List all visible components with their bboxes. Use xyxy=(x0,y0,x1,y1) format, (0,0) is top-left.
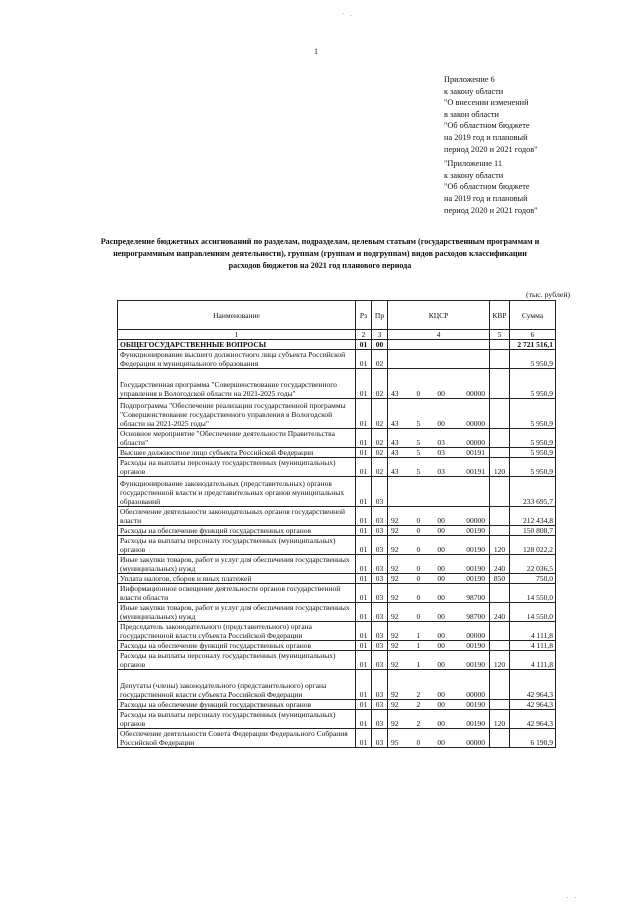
appendix-line: "Приложение 11 xyxy=(444,159,502,169)
kcsr-program: 43 xyxy=(391,467,399,476)
kcsr-event: 00 xyxy=(437,526,445,535)
kcsr-subprogram: 0 xyxy=(416,593,421,602)
column-numbers-row xyxy=(118,330,556,340)
cell-sum: 233 695,7 xyxy=(510,477,556,507)
cell-rz: 01 xyxy=(356,477,372,507)
kcsr-program: 92 xyxy=(391,700,399,709)
cell-kcsr xyxy=(388,584,490,603)
cell-rz: 01 xyxy=(356,507,372,526)
cell-kcsr xyxy=(388,369,490,399)
cell-kcsr xyxy=(388,710,490,729)
kcsr-program: 43 xyxy=(391,438,399,447)
kcsr-subprogram: 1 xyxy=(416,631,421,640)
table-row xyxy=(118,651,556,670)
appendix-line: период 2020 и 2021 годов" xyxy=(444,144,538,154)
cell-rz: 01 xyxy=(356,350,372,369)
kcsr-program: 43 xyxy=(391,419,399,428)
kcsr-event: 00 xyxy=(437,719,445,728)
cell-name: Председатель законодательного (представительного) органа государственной власти субъекта Российской Федерации xyxy=(118,622,356,641)
cell-kvr xyxy=(490,429,510,448)
table-row xyxy=(118,448,556,458)
cell-rz: 01 xyxy=(356,603,372,622)
cell-sum: 4 111,8 xyxy=(510,651,556,670)
cell-kcsr xyxy=(388,526,490,536)
cell-name: Высшее должностное лицо субъекта Российской Федерации xyxy=(118,448,356,458)
table-row xyxy=(118,670,556,700)
cell-sum: 5 950,9 xyxy=(510,429,556,448)
cell-name: Подпрограмма "Обеспечение реализации государственной программы "Совершенствование государственного управления в Вологодской области на 2021-2025 годы" xyxy=(118,399,356,429)
appendix-line: к закону области xyxy=(444,170,504,180)
table-row xyxy=(118,429,556,448)
cell-kcsr xyxy=(388,448,490,458)
kcsr-direction: 00000 xyxy=(466,738,485,747)
cell-sum: 5 950,9 xyxy=(510,350,556,369)
cell-pr: 03 xyxy=(372,507,388,526)
cell-kcsr xyxy=(388,670,490,700)
table-row xyxy=(118,340,556,350)
kcsr-program: 92 xyxy=(391,690,399,699)
kcsr-program: 92 xyxy=(391,516,399,525)
cell-name: Расходы на выплаты персоналу государственных (муниципальных) органов xyxy=(118,536,356,555)
kcsr-program: 92 xyxy=(391,526,399,535)
appendix-line: Приложение 6 xyxy=(444,75,495,84)
page-number: 1 xyxy=(314,47,318,56)
table-row xyxy=(118,507,556,526)
kcsr-subprogram: 2 xyxy=(416,719,421,728)
cell-pr: 03 xyxy=(372,555,388,574)
cell-name: Расходы на выплаты персоналу государственных (муниципальных) органов xyxy=(118,458,356,477)
cell-name: Обеспечение деятельности законодательных органов государственной власти xyxy=(118,507,356,526)
cell-rz: 01 xyxy=(356,700,372,710)
cell-kvr xyxy=(490,369,510,399)
table-row xyxy=(118,622,556,641)
colnum-sum: 6 xyxy=(510,330,556,340)
cell-name: Обеспечение деятельности Совета Федерации Федерального Собрания Российской Федерации xyxy=(118,729,356,748)
cell-rz: 01 xyxy=(356,399,372,429)
table-row xyxy=(118,458,556,477)
appendix-line: на 2019 год и плановый xyxy=(444,193,528,203)
cell-name: Государственная программа "Совершенствование государственного управления в Вологодской области на 2021-2025 годы" xyxy=(118,369,356,399)
table-row xyxy=(118,526,556,536)
cell-pr: 03 xyxy=(372,670,388,700)
table-row xyxy=(118,603,556,622)
kcsr-direction: 00191 xyxy=(466,467,485,476)
cell-rz: 01 xyxy=(356,729,372,748)
colnum-kvr: 5 xyxy=(490,330,510,340)
cell-sum: 4 111,8 xyxy=(510,622,556,641)
cell-pr: 03 xyxy=(372,641,388,651)
kcsr-subprogram: 0 xyxy=(416,389,421,398)
kcsr-direction: 00000 xyxy=(466,516,485,525)
cell-pr: 03 xyxy=(372,584,388,603)
kcsr-subprogram: 0 xyxy=(416,516,421,525)
cell-pr: 00 xyxy=(372,340,388,350)
kcsr-program: 92 xyxy=(391,574,399,583)
kcsr-direction: 00190 xyxy=(466,526,485,535)
kcsr-event: 00 xyxy=(437,631,445,640)
cell-sum: 5 950,9 xyxy=(510,399,556,429)
cell-pr: 02 xyxy=(372,350,388,369)
cell-rz: 01 xyxy=(356,584,372,603)
kcsr-subprogram: 0 xyxy=(416,526,421,535)
cell-kcsr xyxy=(388,641,490,651)
cell-name: Расходы на обеспечение функций государственных органов xyxy=(118,700,356,710)
kcsr-program: 43 xyxy=(391,448,399,457)
kcsr-direction: 00190 xyxy=(466,641,485,650)
cell-rz: 01 xyxy=(356,710,372,729)
appendix-line: "Об областном бюджете xyxy=(444,182,530,192)
cell-kcsr xyxy=(388,477,490,507)
kcsr-event: 00 xyxy=(437,700,445,709)
cell-sum: 5 950,9 xyxy=(510,458,556,477)
kcsr-program: 92 xyxy=(391,564,399,573)
cell-name: Расходы на выплаты персоналу государственных (муниципальных) органов xyxy=(118,710,356,729)
kcsr-subprogram: 2 xyxy=(416,690,421,699)
cell-sum: 150 808,7 xyxy=(510,526,556,536)
cell-sum: 14 550,0 xyxy=(510,603,556,622)
cell-pr: 02 xyxy=(372,429,388,448)
table-row xyxy=(118,700,556,710)
kcsr-event: 00 xyxy=(437,545,445,554)
cell-kcsr xyxy=(388,555,490,574)
table-row xyxy=(118,710,556,729)
cell-rz: 01 xyxy=(356,429,372,448)
cell-rz: 01 xyxy=(356,641,372,651)
cell-pr: 03 xyxy=(372,526,388,536)
cell-name: Иные закупки товаров, работ и услуг для обеспечения государственных (муниципальных) нужд xyxy=(118,603,356,622)
cell-kcsr xyxy=(388,340,490,350)
cell-name: Основное мероприятие "Обеспечение деятельности Правительства области" xyxy=(118,429,356,448)
table-row xyxy=(118,584,556,603)
kcsr-event: 00 xyxy=(437,738,445,747)
cell-name: Иные закупки товаров, работ и услуг для обеспечения государственных (муниципальных) нужд xyxy=(118,555,356,574)
kcsr-subprogram: 1 xyxy=(416,641,421,650)
kcsr-subprogram: 2 xyxy=(416,700,421,709)
appendix-line: в закон области xyxy=(444,109,499,119)
cell-sum: 14 550,0 xyxy=(510,584,556,603)
cell-pr: 03 xyxy=(372,536,388,555)
cell-kcsr xyxy=(388,651,490,670)
table-row xyxy=(118,536,556,555)
cell-rz: 01 xyxy=(356,651,372,670)
budget-table xyxy=(117,300,556,748)
kcsr-subprogram: 0 xyxy=(416,612,421,621)
kcsr-event: 00 xyxy=(437,516,445,525)
units-label: (тыс. рублей) xyxy=(526,290,571,299)
header-rz: Рз xyxy=(356,301,372,330)
cell-kvr xyxy=(490,641,510,651)
cell-kcsr xyxy=(388,603,490,622)
cell-kcsr xyxy=(388,429,490,448)
cell-kvr: 120 xyxy=(490,536,510,555)
cell-kvr xyxy=(490,526,510,536)
cell-rz: 01 xyxy=(356,622,372,641)
kcsr-event: 00 xyxy=(437,389,445,398)
cell-kvr xyxy=(490,670,510,700)
appendix-line: "Об областном бюджете xyxy=(444,121,530,131)
cell-kcsr xyxy=(388,507,490,526)
kcsr-subprogram: 1 xyxy=(416,660,421,669)
kcsr-subprogram: 5 xyxy=(416,438,421,447)
header-sum: Сумма xyxy=(510,301,556,330)
kcsr-event: 00 xyxy=(437,574,445,583)
cell-pr: 03 xyxy=(372,603,388,622)
kcsr-event: 03 xyxy=(437,438,445,447)
colnum-rz: 2 xyxy=(356,330,372,340)
kcsr-subprogram: 0 xyxy=(416,564,421,573)
kcsr-program: 92 xyxy=(391,641,399,650)
kcsr-direction: 00190 xyxy=(466,574,485,583)
kcsr-direction: 98700 xyxy=(466,612,485,621)
appendix-line: на 2019 год и плановый xyxy=(444,132,528,142)
cell-kcsr xyxy=(388,574,490,584)
cell-name: Функционирование законодательных (представительных) органов государственной власти и представительных органов муниципальных образований xyxy=(118,477,356,507)
cell-kvr xyxy=(490,584,510,603)
cell-rz: 01 xyxy=(356,670,372,700)
kcsr-direction: 98700 xyxy=(466,593,485,602)
table-row xyxy=(118,350,556,369)
cell-rz: 01 xyxy=(356,458,372,477)
cell-kvr xyxy=(490,340,510,350)
cell-kcsr xyxy=(388,729,490,748)
kcsr-event: 00 xyxy=(437,419,445,428)
cell-kcsr xyxy=(388,399,490,429)
cell-name: Функционирование высшего должностного лица субъекта Российской Федерации и муниципального образования xyxy=(118,350,356,369)
kcsr-direction: 00000 xyxy=(466,631,485,640)
cell-kvr: 850 xyxy=(490,574,510,584)
kcsr-program: 43 xyxy=(391,389,399,398)
table-row xyxy=(118,574,556,584)
cell-rz: 01 xyxy=(356,526,372,536)
kcsr-event: 00 xyxy=(437,612,445,621)
cell-kcsr xyxy=(388,622,490,641)
table-row xyxy=(118,399,556,429)
kcsr-direction: 00190 xyxy=(466,660,485,669)
cell-kvr: 240 xyxy=(490,603,510,622)
kcsr-subprogram: 5 xyxy=(416,419,421,428)
cell-kvr xyxy=(490,448,510,458)
kcsr-event: 00 xyxy=(437,641,445,650)
cell-rz: 01 xyxy=(356,369,372,399)
kcsr-direction: 00000 xyxy=(466,690,485,699)
scan-marks-bottom: · · xyxy=(566,894,579,902)
scan-marks-top: · . xyxy=(342,10,354,18)
kcsr-program: 92 xyxy=(391,631,399,640)
header-kvr: КВР xyxy=(490,301,510,330)
kcsr-program: 92 xyxy=(391,593,399,602)
header-name: Наименование xyxy=(118,301,356,330)
cell-kcsr xyxy=(388,700,490,710)
kcsr-direction: 00000 xyxy=(466,419,485,428)
cell-name: Расходы на обеспечение функций государственных органов xyxy=(118,641,356,651)
kcsr-event: 03 xyxy=(437,467,445,476)
cell-sum: 5 950,9 xyxy=(510,448,556,458)
kcsr-direction: 00191 xyxy=(466,448,485,457)
kcsr-program: 92 xyxy=(391,612,399,621)
kcsr-direction: 00190 xyxy=(466,545,485,554)
cell-kvr xyxy=(490,507,510,526)
cell-sum: 212 434,8 xyxy=(510,507,556,526)
kcsr-direction: 00190 xyxy=(466,719,485,728)
cell-pr: 02 xyxy=(372,458,388,477)
cell-sum: 4 111,8 xyxy=(510,641,556,651)
table-row xyxy=(118,369,556,399)
appendix-line: "О внесении изменений xyxy=(444,98,529,108)
cell-sum: 42 964,3 xyxy=(510,670,556,700)
cell-rz: 01 xyxy=(356,340,372,350)
colnum-pr: 3 xyxy=(372,330,388,340)
cell-pr: 03 xyxy=(372,710,388,729)
cell-rz: 01 xyxy=(356,536,372,555)
cell-name: Уплата налогов, сборов и иных платежей xyxy=(118,574,356,584)
table-header-row xyxy=(118,301,556,330)
appendix-line: период 2020 и 2021 годов" xyxy=(444,205,538,215)
table-row xyxy=(118,477,556,507)
cell-pr: 03 xyxy=(372,651,388,670)
appendix-line: к закону области xyxy=(444,86,504,96)
cell-kcsr xyxy=(388,458,490,477)
cell-pr: 03 xyxy=(372,729,388,748)
kcsr-event: 00 xyxy=(437,690,445,699)
cell-kvr xyxy=(490,729,510,748)
cell-kvr xyxy=(490,399,510,429)
kcsr-program: 92 xyxy=(391,545,399,554)
cell-kcsr xyxy=(388,536,490,555)
cell-pr: 03 xyxy=(372,622,388,641)
kcsr-event: 00 xyxy=(437,660,445,669)
cell-pr: 03 xyxy=(372,700,388,710)
kcsr-subprogram: 0 xyxy=(416,738,421,747)
cell-rz: 01 xyxy=(356,448,372,458)
cell-rz: 01 xyxy=(356,555,372,574)
kcsr-direction: 00000 xyxy=(466,438,485,447)
cell-sum: 2 721 516,1 xyxy=(510,340,556,350)
cell-name: Расходы на выплаты персоналу государственных (муниципальных) органов xyxy=(118,651,356,670)
cell-sum: 42 964,3 xyxy=(510,700,556,710)
kcsr-program: 95 xyxy=(391,738,399,747)
kcsr-direction: 00190 xyxy=(466,700,485,709)
kcsr-direction: 00190 xyxy=(466,564,485,573)
cell-pr: 02 xyxy=(372,399,388,429)
cell-name: Расходы на обеспечение функций государственных органов xyxy=(118,526,356,536)
kcsr-event: 03 xyxy=(437,448,445,457)
kcsr-subprogram: 5 xyxy=(416,467,421,476)
header-pr: Пр xyxy=(372,301,388,330)
document-title: Распределение бюджетных ассигнований по разделам, подразделам, целевым статьям (государственным программам и непрограммным направлениям деятельности), группам (группам и подгруппам) видов расходов классификации расходов бюджетов на 2021 год планового периода xyxy=(100,237,540,270)
cell-kvr: 240 xyxy=(490,555,510,574)
cell-kvr xyxy=(490,622,510,641)
table-row xyxy=(118,729,556,748)
cell-sum: 22 036,5 xyxy=(510,555,556,574)
cell-pr: 02 xyxy=(372,369,388,399)
cell-sum: 6 190,9 xyxy=(510,729,556,748)
colnum-name: 1 xyxy=(118,330,356,340)
colnum-kcsr: 4 xyxy=(388,330,490,340)
cell-kvr: 120 xyxy=(490,710,510,729)
cell-rz: 01 xyxy=(356,574,372,584)
header-kcsr: КЦСР xyxy=(388,301,490,330)
kcsr-direction: 00000 xyxy=(466,389,485,398)
kcsr-subprogram: 0 xyxy=(416,574,421,583)
table-row xyxy=(118,641,556,651)
cell-sum: 42 964,3 xyxy=(510,710,556,729)
kcsr-program: 92 xyxy=(391,719,399,728)
kcsr-event: 00 xyxy=(437,593,445,602)
cell-name: ОБЩЕГОСУДАРСТВЕННЫЕ ВОПРОСЫ xyxy=(118,340,356,350)
kcsr-subprogram: 5 xyxy=(416,448,421,457)
appendix-header xyxy=(444,74,624,216)
cell-kvr xyxy=(490,477,510,507)
cell-kvr xyxy=(490,700,510,710)
cell-kcsr xyxy=(388,350,490,369)
cell-kvr xyxy=(490,350,510,369)
kcsr-program: 92 xyxy=(391,660,399,669)
cell-kvr: 120 xyxy=(490,651,510,670)
cell-pr: 03 xyxy=(372,574,388,584)
cell-sum: 750,0 xyxy=(510,574,556,584)
cell-pr: 02 xyxy=(372,448,388,458)
cell-name: Депутаты (члены) законодательного (представительного) органа государственной власти субъекта Российской Федерации xyxy=(118,670,356,700)
kcsr-subprogram: 0 xyxy=(416,545,421,554)
kcsr-event: 00 xyxy=(437,564,445,573)
cell-sum: 5 950,9 xyxy=(510,369,556,399)
cell-sum: 128 022,2 xyxy=(510,536,556,555)
table-row xyxy=(118,555,556,574)
cell-kvr: 120 xyxy=(490,458,510,477)
cell-pr: 03 xyxy=(372,477,388,507)
cell-name: Информационное освещение деятельности органов государственной власти области xyxy=(118,584,356,603)
